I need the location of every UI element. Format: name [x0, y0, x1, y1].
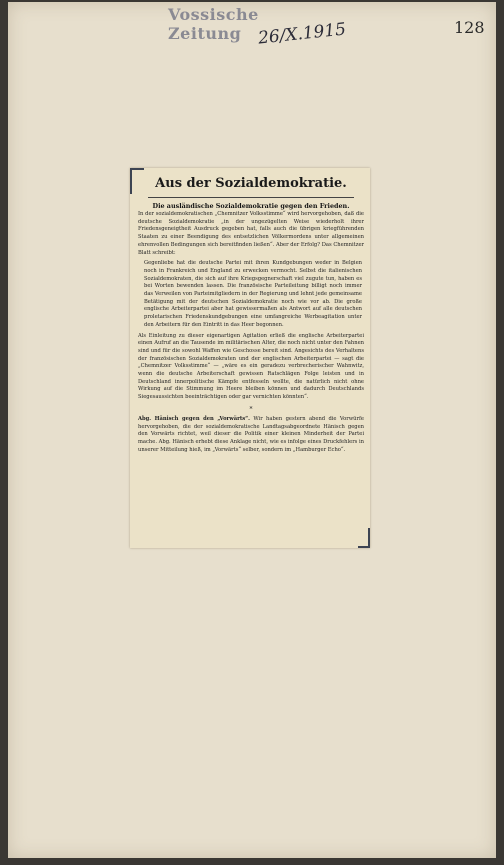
section1-quote1: Gegenliebe hat die deutsche Partei mit ihren Kundgebungen weder in Belgien noch in Frankreich und England zu erwecken vermocht. Selbst die italienischen Sozialdemokraten, die sich auf ihre Kriegsgegnerschaft viel zugute tun, haben es bei Worten bewenden lassen. Die französische Parteileitung billigt noch immer das Verweilen von Parteimitgliedern in der Regierung und lehnt jede gemeinsame Betätigung mit der deutschen Sozialdemokratie noch wie vor ab. Die große englische Arbeiterpartei aber hat gewissermaßen als Antwort auf alle deutschen proletarischen Friedenskundgebungen eine umfangreiche Werbeagitation unter den Arbeitern für den Eintritt in das Heer begonnen.: [144, 260, 362, 328]
section2-title: Abg. Hänisch gegen den „Vorwärts“.: [138, 415, 250, 422]
page-number: 128: [454, 18, 485, 37]
section1-intro: In der sozialdemokratischen „Chemnitzer Volksstimme“ wird hervorgehoben, daß die deutsche Sozialdemokratie „in der ungezügelten Weise wiederholt ihrer Friedensgeneigtheit Ausdruck gegeben hat, falls auch die übrigen kriegführenden Staaten zu einer Beendigung des entsetzlichen Völkermordens unter allgemeinen ehrenvollen Bedingungen sich bereitfinden ließen“. Aber der Erfolg? Das Chemnitzer Blatt schreibt:: [138, 211, 364, 256]
clipping-headline: Aus der Sozialdemokratie.: [155, 176, 347, 191]
archive-page: [8, 2, 496, 858]
corner-mark-top-left: [130, 168, 144, 170]
section-separator: *: [249, 405, 253, 413]
corner-mark-top-left-vertical: [130, 168, 132, 194]
section2-paragraph: [138, 416, 364, 455]
newspaper-stamp: Vossische Zeitung: [168, 5, 259, 43]
section1-title: Die ausländische Sozialdemokratie gegen den Frieden.: [152, 202, 350, 210]
corner-mark-bottom-right: [368, 528, 370, 548]
clipping-body: [138, 174, 364, 454]
handwritten-date: 26/X.1915: [257, 19, 347, 49]
corner-mark-bottom-right-horizontal: [358, 546, 370, 548]
section1-quote2: Als Einleitung zu dieser eigenartigen Agitation erließ die englische Arbeiterpartei einen Aufruf an die Tausende im militärischen Alter, die noch nicht unter den Fahnen sind und für die sowohl Waffen wie Geschosse bereit sind. Angesichts des Verhaltens der französischen Sozialdemokraten und der englischen Arbeiterpartei — sagt die „Chemnitzer Volksstimme“ — „wäre es ein geradezu verbrecherischer Wahnwitz, wenn die deutsche Arbeiterschaft gewissen Ratschlägen Folge leisten und in Deutschland innerpolitische Kämpfe entfesseln wollte, die natürlich nicht ohne Wirkung auf die Stimmung im Heere bleiben können und dadurch Deutschlands Siegesaussichten beeinträchtigen oder gar vernichten könnten“.: [138, 332, 364, 401]
newspaper-clipping: [130, 168, 370, 548]
headline-rule: [148, 197, 354, 198]
section2-body: Wir haben gestern abend die Vorwürfe hervorgehoben, die der sozialdemokratische Landtagsabgeordnete Hänisch gegen den Vorwärts richtet, weil dieser die Politik einer kleinen Minderheit der Partei mache. Abg. Hänisch erhebt diese Anklage nicht, wie es infolge eines Druckfehlers in unserer Mitteilung hieß, im „Vorwärts“ selber, sondern im „Hamburger Echo“.: [138, 415, 364, 453]
